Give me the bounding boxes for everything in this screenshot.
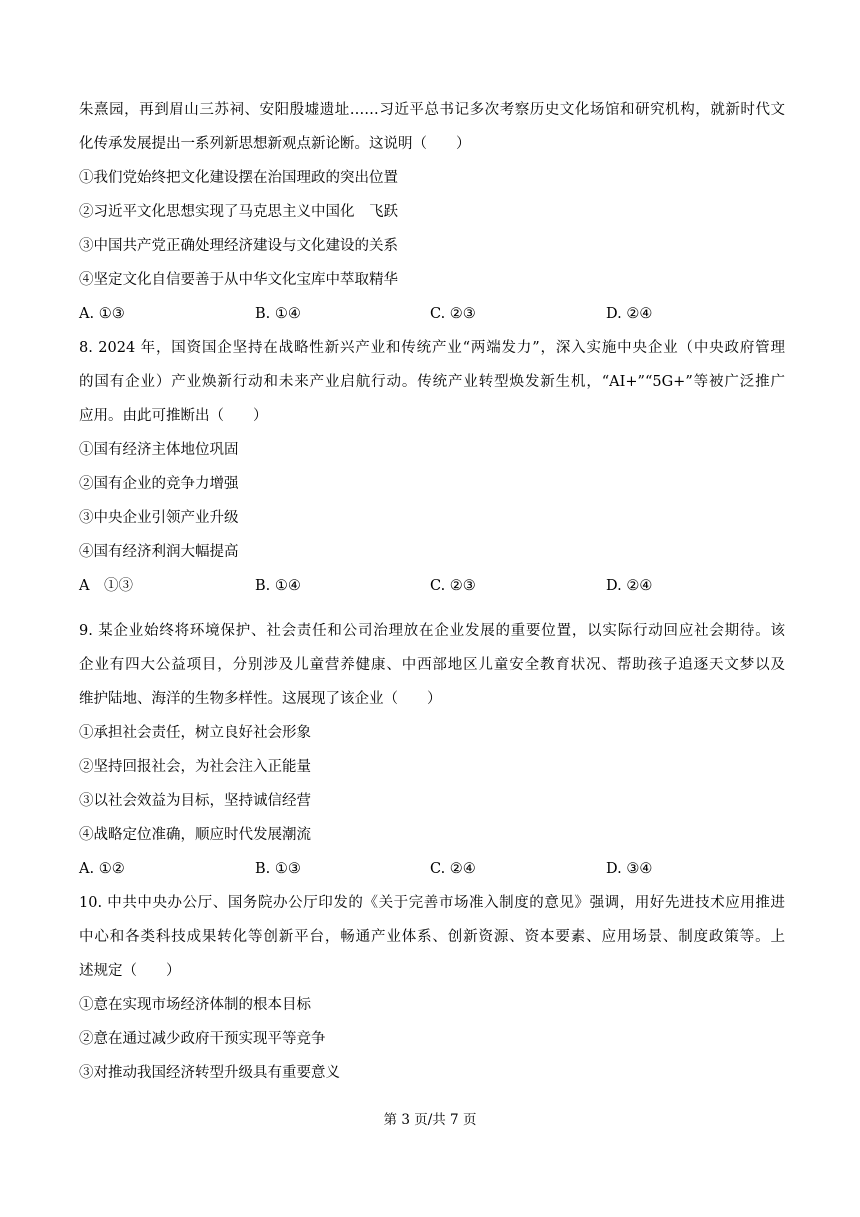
statement-item: ④坚定文化自信要善于从中华文化宝库中萃取精华 — [79, 272, 398, 288]
question-stem-line: 企业有四大公益项目，分别涉及儿童营养健康、中西部地区儿童安全教育状况、帮助孩子追逐天文梦以及 — [79, 657, 785, 673]
option-c[interactable]: C. ②④ — [430, 861, 476, 877]
statement-item: ③中国共产党正确处理经济建设与文化建设的关系 — [79, 238, 398, 254]
statement-item: ②习近平文化思想实现了马克思主义中国化 飞跃 — [79, 204, 398, 220]
statement-item: ①我们党始终把文化建设摆在治国理政的突出位置 — [79, 170, 398, 186]
question-stem-line: 朱熹园，再到眉山三苏祠、安阳殷墟遗址……习近平总书记多次考察历史文化场馆和研究机构，就新时代文 — [79, 102, 785, 118]
option-c[interactable]: C. ②③ — [430, 306, 476, 322]
question-stem-line: 的国有企业）产业焕新行动和未来产业启航行动。传统产业转型焕发新生机，“AI+”“5G+”等被广泛推广 — [79, 374, 785, 390]
answer-options — [79, 576, 785, 596]
statement-item: ②国有企业的竞争力增强 — [79, 476, 239, 492]
option-d[interactable]: D. ②④ — [606, 578, 653, 594]
question-stem-line: 8. 2024 年，国资国企坚持在战略性新兴产业和传统产业“两端发力”，深入实施中央企业（中央政府管理 — [79, 340, 785, 356]
statement-item: ③以社会效益为目标，坚持诚信经营 — [79, 793, 311, 809]
question-stem-line: 10. 中共中央办公厅、国务院办公厅印发的《关于完善市场准入制度的意见》强调，用好先进技术应用推进 — [79, 895, 785, 911]
option-a[interactable]: A ①③ — [79, 578, 133, 594]
page-number: 第 3 页/共 7 页 — [383, 1112, 477, 1128]
statement-item: ④国有经济利润大幅提高 — [79, 544, 239, 560]
option-b[interactable]: B. ①③ — [255, 861, 301, 877]
statement-item: ③中央企业引领产业升级 — [79, 510, 239, 526]
statement-item: ④战略定位准确，顺应时代发展潮流 — [79, 827, 311, 843]
statement-item: ①承担社会责任，树立良好社会形象 — [79, 725, 311, 741]
option-d[interactable]: D. ②④ — [606, 306, 653, 322]
option-b[interactable]: B. ①④ — [255, 306, 301, 322]
statement-item: ①国有经济主体地位巩固 — [79, 442, 239, 458]
option-c[interactable]: C. ②③ — [430, 578, 476, 594]
question-stem-line: 9. 某企业始终将环境保护、社会责任和公司治理放在企业发展的重要位置，以实际行动回应社会期待。该 — [79, 623, 785, 639]
option-b[interactable]: B. ①④ — [255, 578, 301, 594]
question-stem-line: 维护陆地、海洋的生物多样性。这展现了该企业（ ） — [79, 691, 442, 707]
statement-item: ②坚持回报社会，为社会注入正能量 — [79, 759, 311, 775]
statement-item: ②意在通过减少政府干预实现平等竞争 — [79, 1031, 326, 1047]
option-a[interactable]: A. ①③ — [79, 306, 125, 322]
question-stem-line: 化传承发展提出一系列新思想新观点新论断。这说明（ ） — [79, 136, 471, 152]
option-d[interactable]: D. ③④ — [606, 861, 653, 877]
question-stem-line: 中心和各类科技成果转化等创新平台，畅通产业体系、创新资源、资本要素、应用场景、制度政策等。上 — [79, 929, 785, 945]
question-stem-line: 应用。由此可推断出（ ） — [79, 408, 268, 424]
answer-options — [79, 304, 785, 324]
answer-options — [79, 859, 785, 879]
option-a[interactable]: A. ①② — [79, 861, 125, 877]
statement-item: ③对推动我国经济转型升级具有重要意义 — [79, 1065, 340, 1081]
question-stem-line: 述规定（ ） — [79, 963, 181, 979]
statement-item: ①意在实现市场经济体制的根本目标 — [79, 997, 311, 1013]
